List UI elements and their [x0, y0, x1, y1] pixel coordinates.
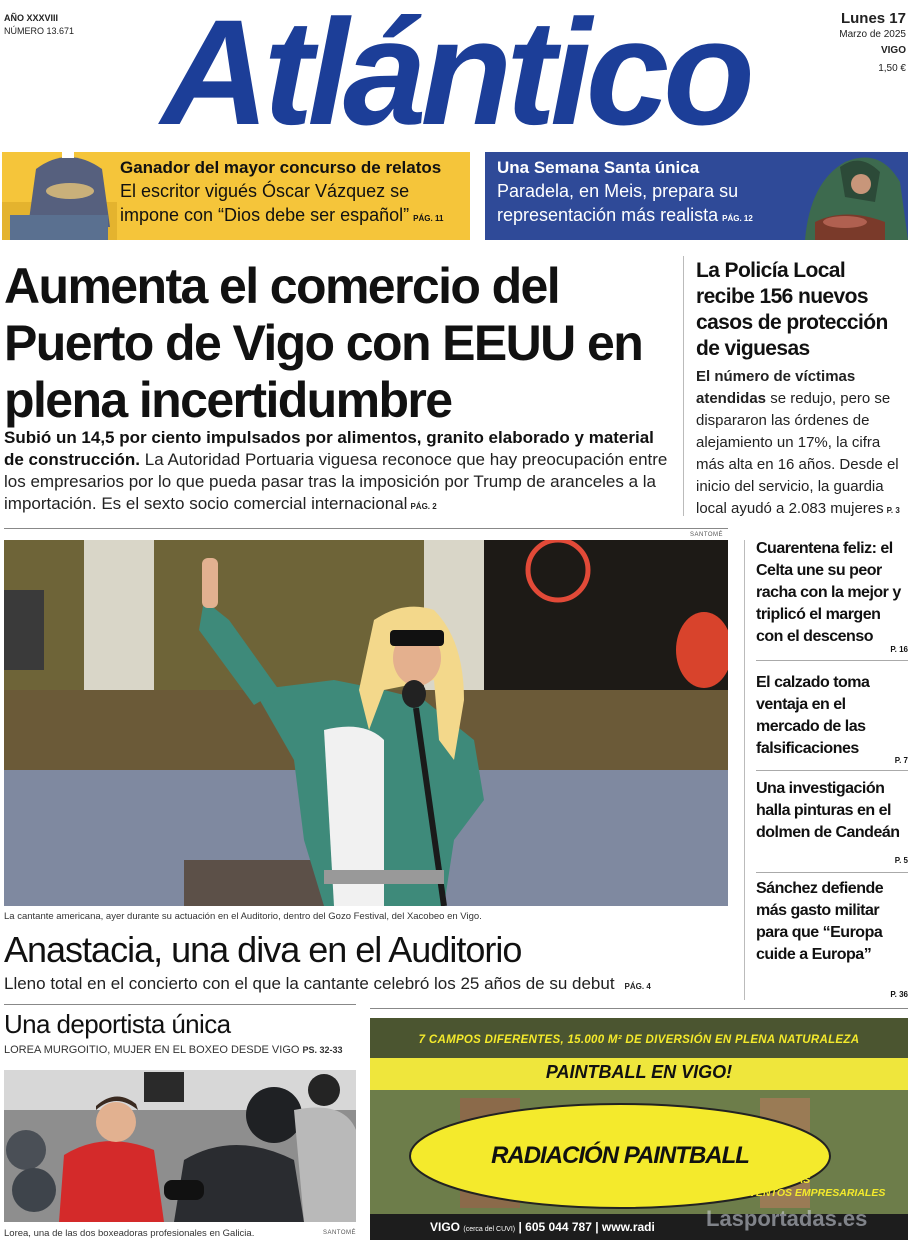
date-label: Marzo de 2025: [839, 29, 906, 40]
boxer-credit: SANTOMÉ: [322, 1230, 356, 1236]
ad-subhead: PAINTBALL EN VIGO!: [545, 1062, 733, 1082]
brief-celta[interactable]: Cuarentena feliz: el Celta une su peor racha con la mejor y triplicó el margen con el descenso: [756, 540, 901, 645]
anastacia-page: PÁG. 4: [624, 982, 651, 991]
issue-year: AÑO XXXVIII: [4, 13, 59, 23]
teaser-holy-week-title: Una Semana Santa única: [497, 158, 700, 177]
ad-city-note: (cerca del CUVI): [463, 1226, 516, 1233]
teaser-writer-title: Ganador del mayor concurso de relatos: [120, 158, 442, 177]
photo-caption: La cantante americana, ayer durante su actuación en el Auditorio, dentro del Gozo Festival, del Xacobeo en Vigo.: [4, 911, 482, 922]
teaser-writer[interactable]: [2, 152, 470, 240]
brief-separator: [756, 770, 908, 771]
ad-service-item: DESPEDIDAS: [742, 1174, 811, 1186]
brief-separator: [756, 660, 908, 661]
concert-photo[interactable]: [4, 540, 728, 906]
anastacia-subhead: [4, 972, 724, 999]
main-lead: [4, 427, 672, 518]
anastacia-subhead-text: Lleno total en el concierto con el que la cantante celebró los 25 años de su debut: [4, 974, 615, 993]
ad-service-item: INFANTIL: [742, 1148, 790, 1160]
brief-dolmen[interactable]: Una investigación halla pinturas en el dolmen de Candeán: [756, 780, 900, 841]
boxer-page: PS. 32-33: [302, 1045, 343, 1055]
brief-separator: [756, 872, 908, 873]
teaser-holy-week-page: PÁG. 12: [722, 214, 753, 223]
brief-sanchez-page: P. 36: [890, 990, 908, 999]
ad-city: VIGO: [430, 1220, 461, 1234]
column-divider: [683, 256, 684, 516]
issue-info: [4, 12, 74, 38]
boxer-caption-text: Lorea, una de las dos boxeadoras profesionales en Galicia.: [4, 1228, 255, 1239]
police-headline[interactable]: La Policía Local recibe 156 nuevos casos de protección de viguesas: [696, 259, 888, 360]
date-box: [839, 10, 906, 76]
teaser-writer-page: PÁG. 11: [413, 214, 444, 223]
boxer-divider: [4, 1004, 356, 1005]
main-headline[interactable]: Aumenta el comercio del Puerto de Vigo con EEUU en plena incertidumbre: [4, 258, 643, 428]
boxer-caption: [4, 1228, 356, 1239]
ad-logo-text: RADIACIÓN PAINTBALL: [491, 1142, 749, 1169]
main-lead-text: La Autoridad Portuaria viguesa reconoce que hay preocupación entre los empresarios por lo que pueda pasar tras la imposición por Trump de aranceles a la importación. Es el sexto socio comercial internacional: [4, 450, 668, 513]
newspaper-logo[interactable]: [110, 0, 800, 144]
holy-week-photo: [785, 152, 908, 240]
ad-phone[interactable]: 605 044 787: [525, 1220, 592, 1234]
issue-number: NÚMERO 13.671: [4, 26, 75, 36]
police-lead: [696, 366, 908, 522]
brief-sanchez[interactable]: Sánchez defiende más gasto militar para que “Europa cuide a Europa”: [756, 880, 884, 963]
anastacia-headline[interactable]: Anastacia, una diva en el Auditorio: [4, 929, 522, 970]
boxer-headline[interactable]: Una deportista única: [4, 1009, 231, 1039]
teaser-holy-week-body: Paradela, en Meis, prepara su representación más realista: [497, 181, 739, 225]
writer-photo: [2, 152, 117, 240]
brief-footwear-page: P. 7: [894, 756, 908, 765]
brief-footwear[interactable]: El calzado toma ventaja en el mercado de las falsificaciones: [756, 674, 870, 757]
boxer-subhead-text: LOREA MURGOITIO, MUJER EN EL BOXEO DESDE VIGO: [4, 1044, 300, 1056]
ad-headline: 7 CAMPOS DIFERENTES, 15.000 M² DE DIVERSIÓN EN PLENA NATURALEZA: [418, 1034, 860, 1046]
teaser-holy-week[interactable]: [485, 152, 908, 240]
section-divider: [4, 528, 728, 529]
price-label: 1,50 €: [878, 63, 906, 74]
ad-service-item: EVENTOS EMPRESARIALES: [742, 1187, 886, 1199]
main-lead-bold: Subió un 14,5 por ciento impulsados por alimentos, granito elaborado y material de construcción.: [4, 428, 654, 469]
ad-services: [742, 1148, 908, 1200]
boxer-photo[interactable]: [4, 1070, 356, 1222]
ad-footer: VIGO (cerca del CUVI) | 605 044 787 | www.radi: [430, 1220, 655, 1234]
main-page: PÁG. 2: [410, 502, 437, 511]
ad-service-item: CUMPLEAÑOS: [742, 1161, 817, 1173]
police-lead-bold: El número de víctimas atendidas: [696, 368, 856, 407]
city-label: VIGO: [880, 45, 906, 56]
photo-credit: SANTOMÉ: [690, 532, 724, 538]
day-label: Lunes 17: [840, 10, 906, 27]
police-lead-text: se redujo, pero se dispararon las órdenes de alejamiento un 17%, la cifra más alta en 16 años. Desde el inicio del servicio, la guardia local ayudó a 2.083 mujeres: [696, 390, 899, 517]
police-page: P. 3: [886, 506, 900, 515]
logo-text: Atlántico: [161, 0, 749, 144]
brief-dolmen-page: P. 5: [894, 856, 908, 865]
ad-divider: [370, 1008, 908, 1009]
brief-celta-page: P. 16: [890, 645, 908, 654]
briefs-divider: [744, 540, 745, 1000]
boxer-subhead: [4, 1043, 364, 1057]
teaser-writer-body: El escritor vigués Óscar Vázquez se impone con “Dios debe ser español”: [120, 181, 410, 225]
paintball-ad[interactable]: [370, 1018, 908, 1240]
watermark-text: Lasportadas.es: [706, 1206, 868, 1231]
ad-web[interactable]: www.radi: [601, 1220, 655, 1234]
